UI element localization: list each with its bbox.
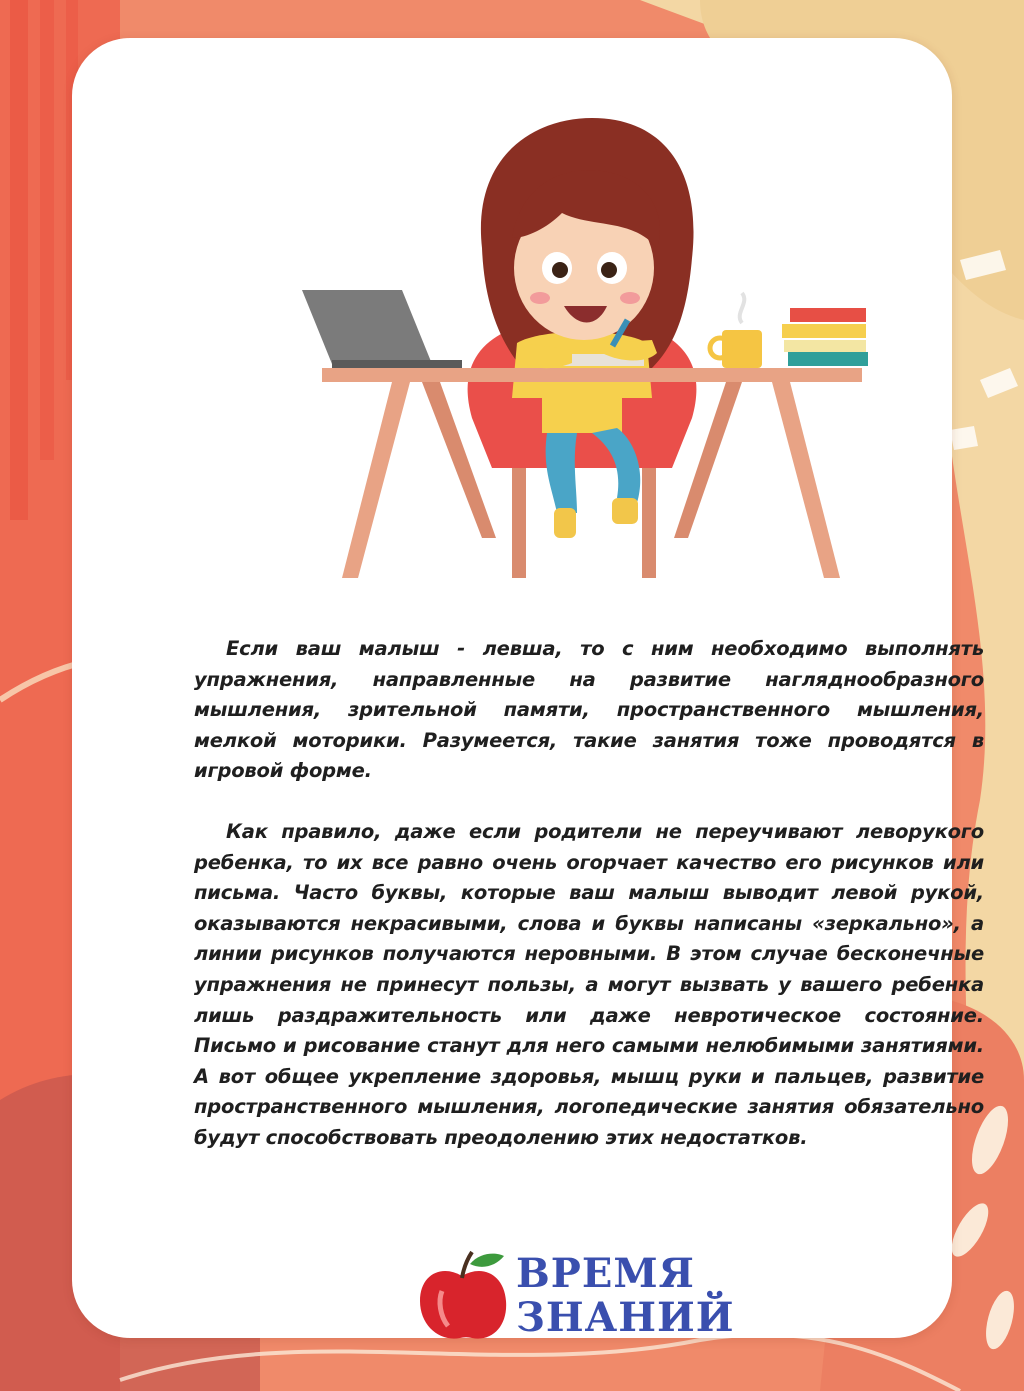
logo-line-1: ВРЕМЯ [516,1250,695,1297]
content-card [72,38,984,1341]
girl-at-desk-illustration [272,118,892,598]
article-paragraph-2: Как правило, даже если родители не переучивают леворукого ребенка, то их все равно очень огорчает качество его рисунков или письма. Часто буквы, которые ваш малыш выводит левой рукой, оказываются некрасивыми, слова и буквы написаны «зеркально», а линии рисунков получаются неровными. В этом случае бесконечные упражнения не принесут пользы, а могут вызвать у вашего ребенка лишь раздражительность или даже невротическое состояние. Письмо и рисование станут для него самыми нелюбимыми занятиями. А вот общее укрепление здоровья, мышц руки и пальцев, развитие пространственного мышления, логопедические занятия обязательно будут способствовать преодолению этих недостатков. [194,819,984,1149]
article-paragraph-1: Если ваш малыш - левша, то с ним необходимо выполнять упражнения, направленные на развитие нагляднообразного мышления, зрительной памяти, пространственного мышления, мелкой моторики. Разумеется, такие занятия тоже проводятся в игровой форме. [194,637,984,783]
brand-logo [412,1246,742,1346]
logo-line-2: ЗНАНИЙ [516,1294,735,1341]
apple-icon [412,1246,512,1346]
article-text [194,634,984,1154]
